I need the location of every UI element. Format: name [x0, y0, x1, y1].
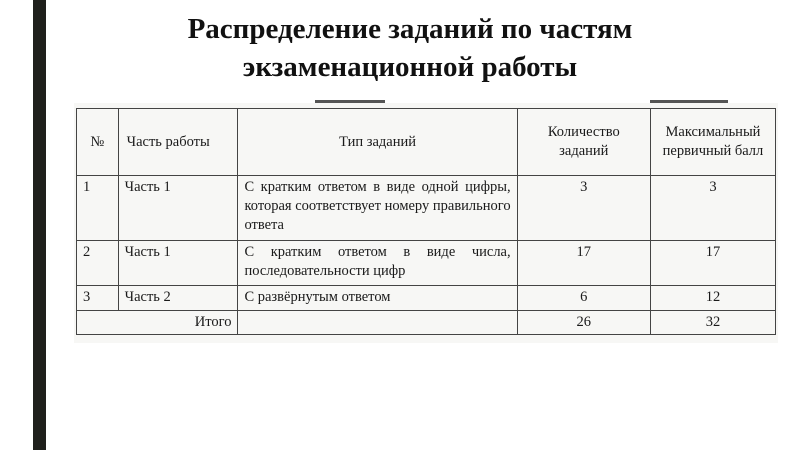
- header-num: №: [77, 109, 119, 176]
- task-distribution-table: [76, 108, 776, 335]
- scan-artifact: [650, 100, 728, 103]
- row-score: 17: [650, 241, 775, 286]
- header-part: Часть работы: [118, 109, 238, 176]
- table-header-row: [77, 109, 776, 176]
- row-part: Часть 2: [118, 286, 238, 311]
- row-score: 3: [650, 176, 775, 241]
- total-score: 32: [650, 311, 775, 335]
- row-num: 1: [77, 176, 119, 241]
- row-num: 3: [77, 286, 119, 311]
- header-type: Тип заданий: [238, 109, 517, 176]
- table-row: [77, 286, 776, 311]
- total-label: Итого: [77, 311, 238, 335]
- scan-artifact: [315, 100, 385, 103]
- row-part: Часть 1: [118, 241, 238, 286]
- row-num: 2: [77, 241, 119, 286]
- row-type: С кратким ответом в виде числа, последовательности цифр: [238, 241, 517, 286]
- total-count: 26: [517, 311, 650, 335]
- row-count: 6: [517, 286, 650, 311]
- slide-accent-bar: [33, 0, 46, 450]
- total-empty-cell: [238, 311, 517, 335]
- row-part: Часть 1: [118, 176, 238, 241]
- header-count: Количество заданий: [517, 109, 650, 176]
- table-row: [77, 241, 776, 286]
- row-type: С развёрнутым ответом: [238, 286, 517, 311]
- row-count: 3: [517, 176, 650, 241]
- slide-title-line-1: Распределение заданий по частям: [187, 13, 633, 45]
- row-type: С кратким ответом в виде одной цифры, которая соответствует номеру правильного ответа: [238, 176, 517, 241]
- row-count: 17: [517, 241, 650, 286]
- slide-title: [60, 10, 760, 86]
- table-total-row: [77, 311, 776, 335]
- table-row: [77, 176, 776, 241]
- row-score: 12: [650, 286, 775, 311]
- header-score: Максимальный первичный балл: [650, 109, 775, 176]
- slide-title-line-2: экзаменационной работы: [242, 51, 578, 83]
